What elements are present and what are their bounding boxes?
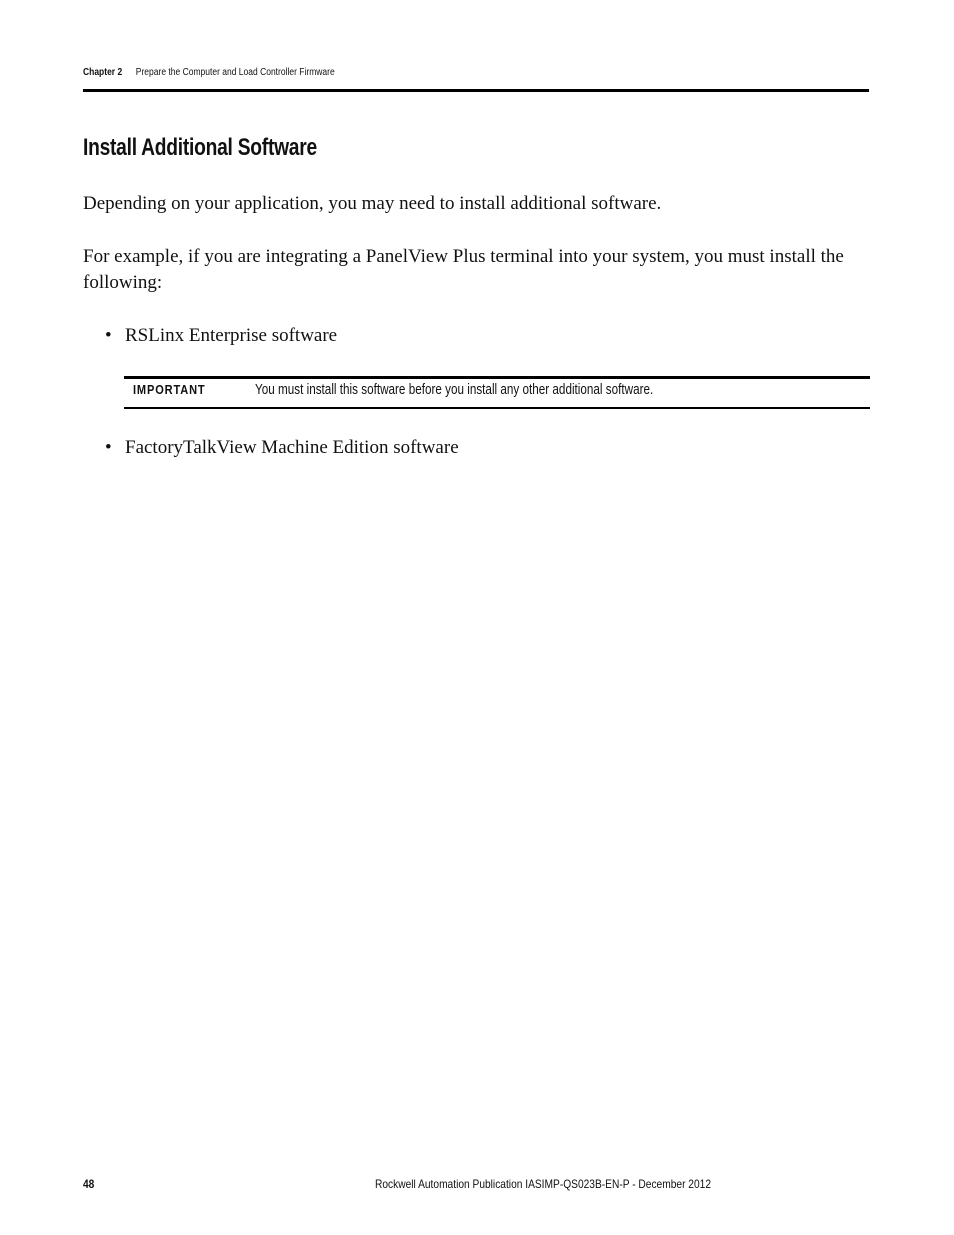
important-note-top-rule	[124, 376, 870, 379]
list-item	[105, 323, 337, 349]
chapter-label: Chapter 2	[83, 67, 123, 78]
chapter-title: Prepare the Computer and Load Controller Firmware	[135, 67, 335, 78]
important-text: You must install this software before you install any other additional software.	[255, 381, 654, 398]
section-title: Install Additional Software	[83, 134, 317, 161]
important-label: IMPORTANT	[133, 382, 206, 397]
page-number: 48	[83, 1177, 95, 1191]
publication-footer: Rockwell Automation Publication IASIMP-QS023B-EN-P - December 2012	[375, 1177, 712, 1191]
important-note-bottom-rule	[124, 407, 870, 409]
bullet-icon: •	[105, 437, 112, 458]
running-header	[83, 67, 335, 78]
list-item	[105, 435, 459, 461]
bullet-icon: •	[105, 325, 112, 346]
list-item-text: FactoryTalkView Machine Edition software	[125, 437, 459, 458]
header-rule	[83, 89, 869, 92]
list-item-text: RSLinx Enterprise software	[125, 325, 338, 346]
intro-paragraph: Depending on your application, you may need to install additional software.	[83, 193, 662, 214]
example-paragraph: For example, if you are integrating a PanelView Plus terminal into your system, you must install the following:	[83, 246, 844, 293]
